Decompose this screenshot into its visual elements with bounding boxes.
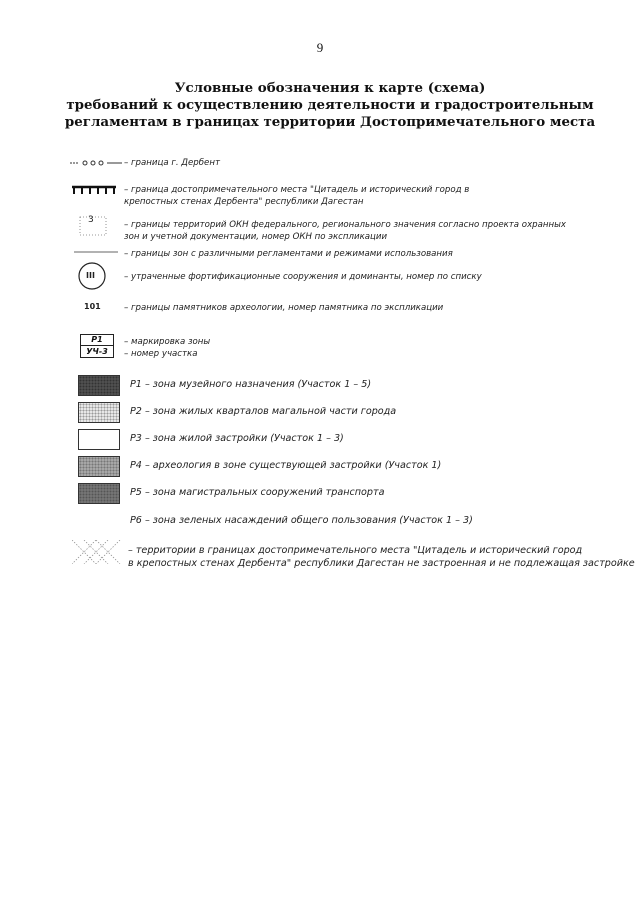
zone-text-r4: Р4 – археология в зоне существующей застройки (Участок 1) [130,460,442,471]
zone-text-r2: Р2 – зона жилых кварталов магальной части города [130,406,397,417]
zone-marker-code: Р1 [81,335,113,346]
legend-text-city-border: – граница г. Дербент [124,158,220,168]
territory-note-line-1: – территории в границах достопримечательного места "Цитадель и исторический город [128,545,583,556]
zone-swatch-r1 [78,375,120,396]
title-line-3: регламентам в границах территории Достопримечательного места [64,114,596,130]
legend-text-archaeology: – границы памятников археологии, номер памятника по экспликации [124,303,444,313]
zone-swatch-r2 [78,402,120,423]
zone-marker-plot: УЧ-3 [86,347,108,356]
page-number: 9 [316,40,324,55]
zone-text-r6: Р6 – зона зеленых насаждений общего пользования (Участок 1 – 3) [130,515,473,526]
archaeology-number-label: 101 [84,302,101,311]
legend-text-fortification: – утраченные фортификационные сооружения и доминанты, номер по списку [124,272,482,282]
zone-border-line-icon [74,250,118,254]
zone-swatch-r3 [78,429,120,450]
zone-text-r5: Р5 – зона магистральных сооружений транспорта [130,487,385,498]
territory-note-line-2: в крепостных стенах Дербента" республики Дагестан не застроенная и не подлежащая застройке [128,558,635,569]
legend-text-okn-border-line-1: – границы территорий ОКН федерального, регионального значения согласно проекта охранных [124,220,566,230]
cross-hatch-territory-icon [72,540,122,564]
city-border-line-icon [70,158,122,168]
zone-swatch-r5 [78,483,120,504]
zone-text-r1: Р1 – зона музейного назначения (Участок 1 – 5) [130,379,372,390]
legend-text-zone-marker: – маркировка зоны [124,337,211,347]
title-line-1: Условные обозначения к карте (схема) [174,80,486,96]
okn-territory-label: 3 [88,215,94,225]
title-line-2: требований к осуществлению деятельности и градостроительным [66,97,594,113]
legend-text-plot-number: – номер участка [124,349,198,359]
zone-text-r3: Р3 – зона жилой застройки (Участок 1 – 3) [130,433,344,444]
fortification-label: III [86,271,95,280]
legend-text-zone-border: – границы зон с различными регламентами и режимами использования [124,249,453,259]
zone-swatch-r4 [78,456,120,477]
landmark-border-line-icon [72,185,116,195]
zone-marker-icon [80,334,114,358]
legend-text-landmark-border-line-2: крепостных стенах Дербента" республики Дагестан [124,197,364,207]
legend-text-landmark-border-line-1: – граница достопримечательного места "Цитадель и исторический город в [124,185,470,195]
legend-text-okn-border-line-2: зон и учетной документации, номер ОКН по экспликации [124,232,388,242]
